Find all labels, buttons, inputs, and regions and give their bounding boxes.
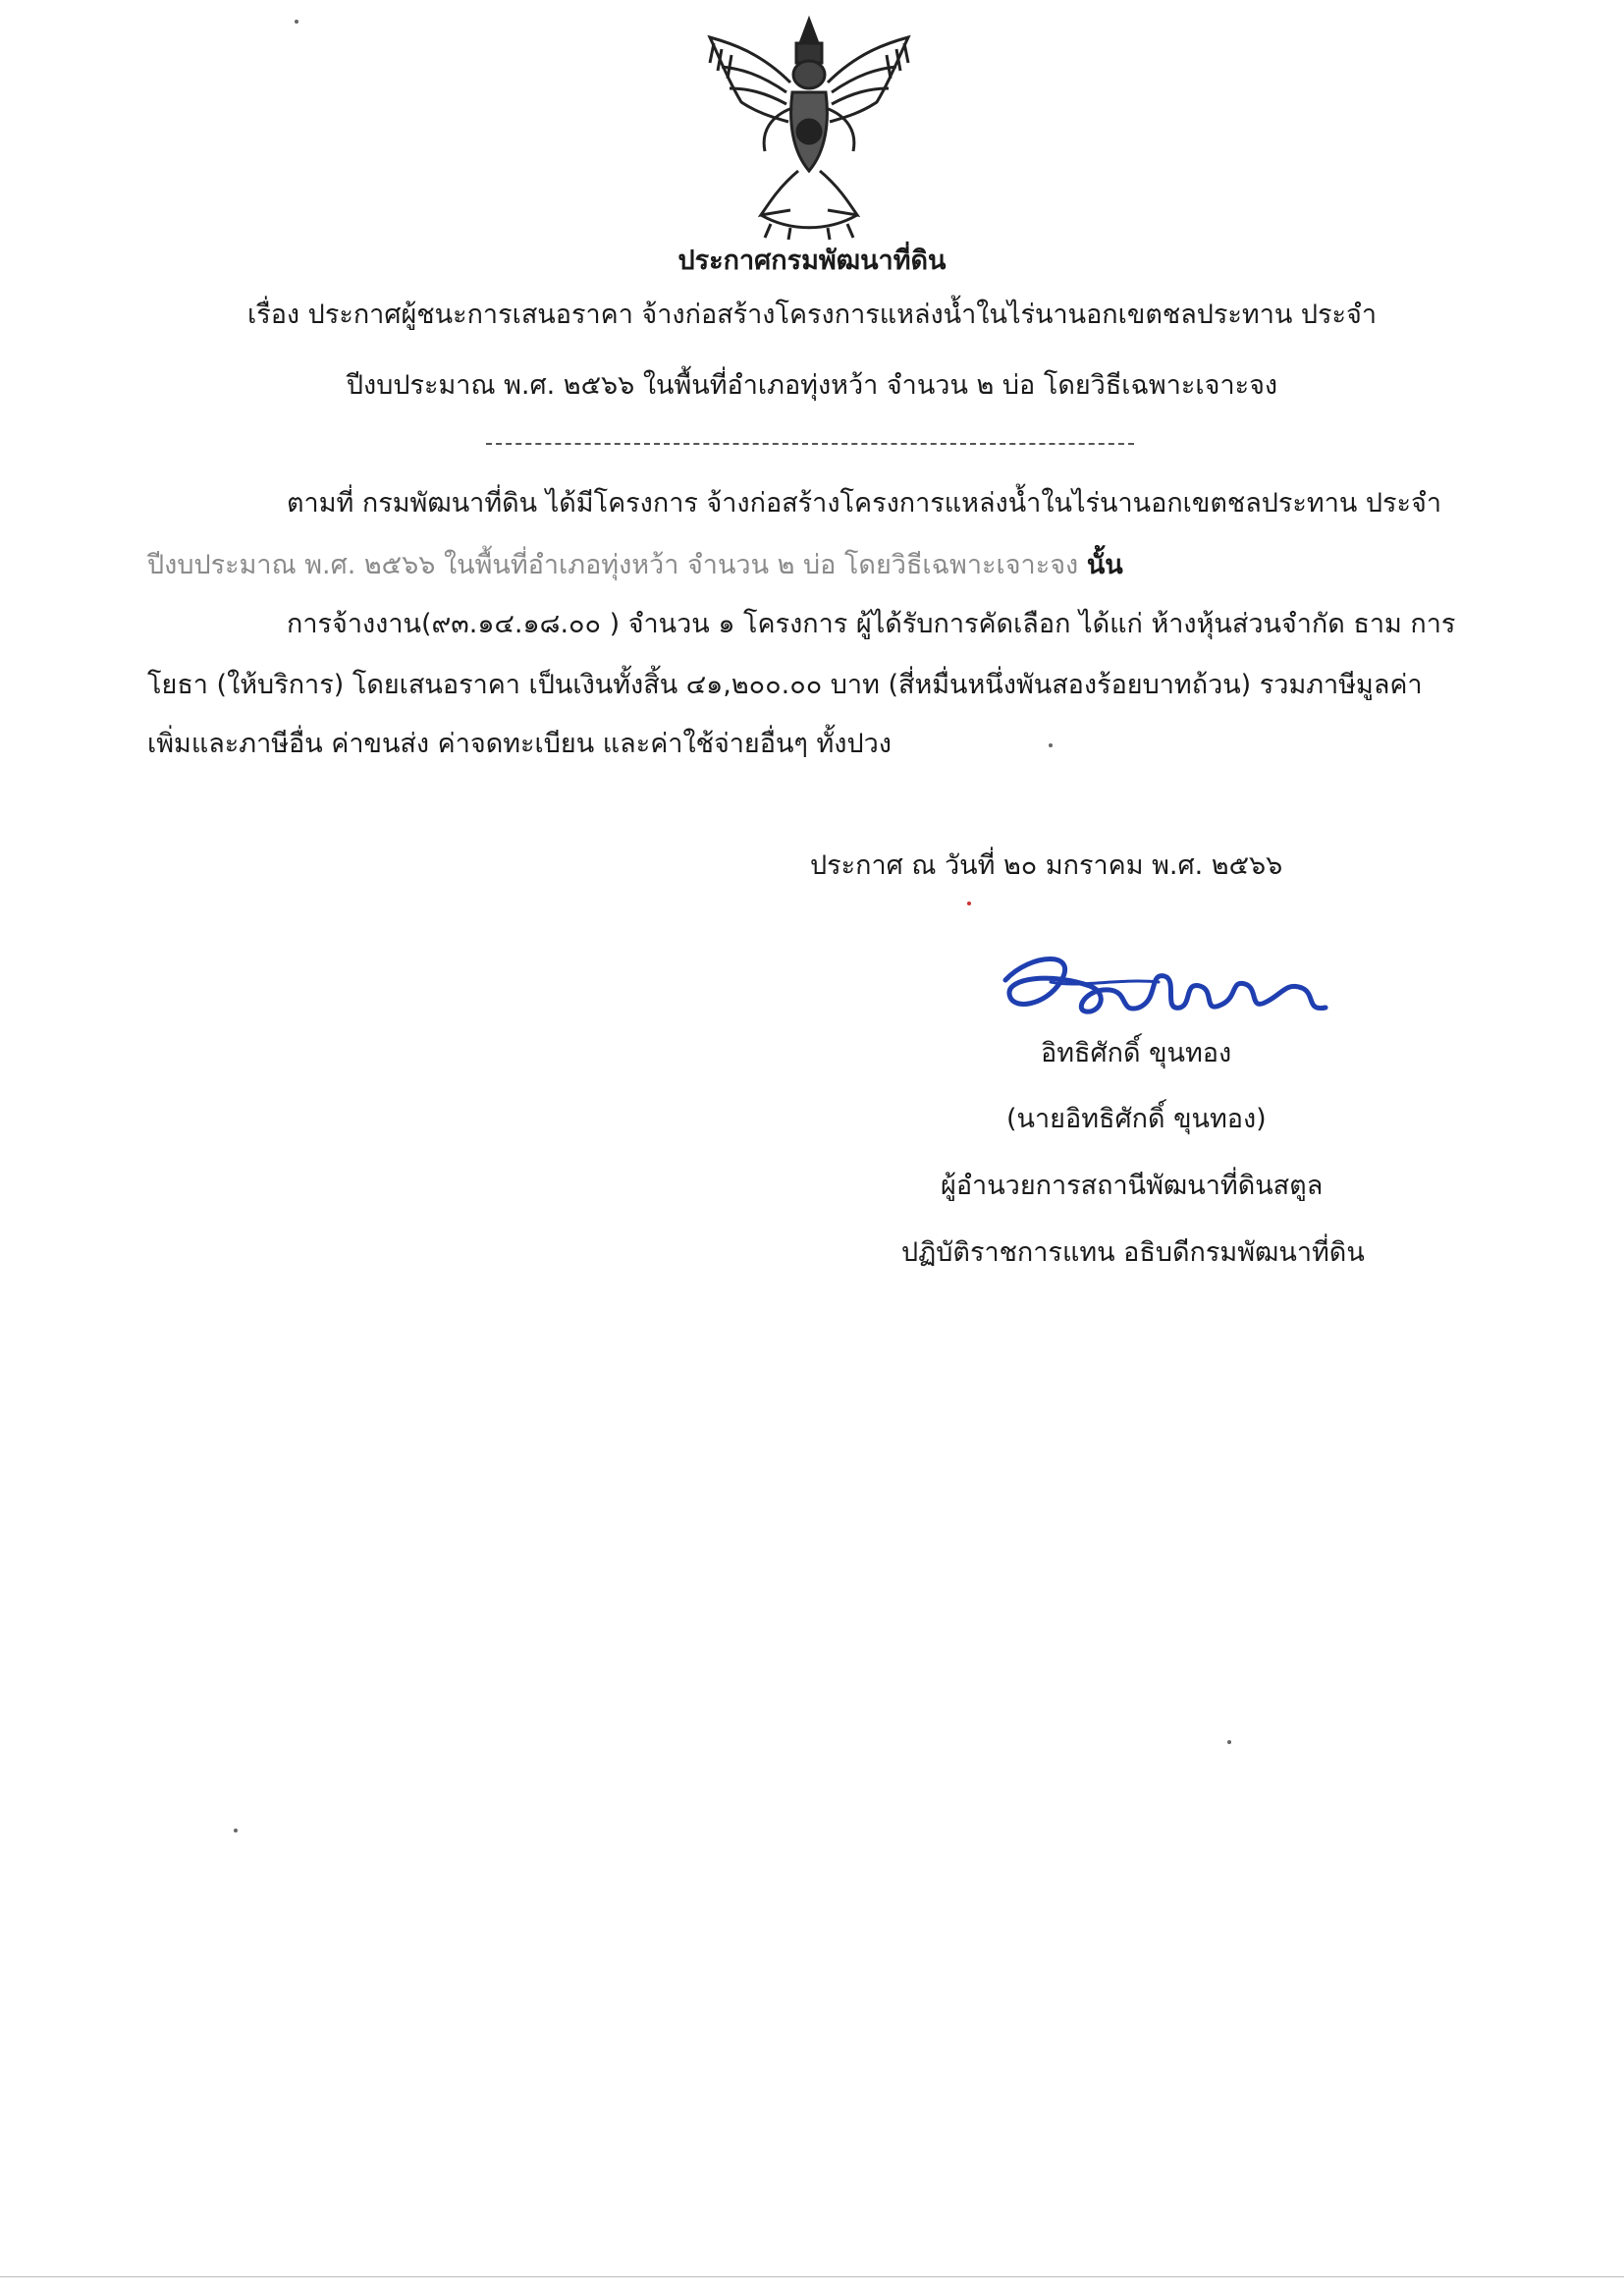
scan-speck [1049, 743, 1053, 747]
subject-line-2: ปีงบประมาณ พ.ศ. ๒๕๖๖ ในพื้นที่อำเภอทุ่งหว้า จำนวน ๒ บ่อ โดยวิธีเฉพาะเจาะจง [346, 370, 1278, 401]
scan-speck [234, 1829, 238, 1832]
announcement-title: ประกาศกรมพัฒนาที่ดิน [677, 246, 947, 276]
signatory-acting: ปฏิบัติราชการแทน อธิบดีกรมพัฒนาที่ดิน [901, 1237, 1365, 1268]
scan-speck [1227, 1740, 1231, 1744]
signatory-full-name: (นายอิทธิศักดิ์ ขุนทอง) [1006, 1104, 1267, 1134]
signature-icon [992, 943, 1345, 1041]
body-p1-line-2: ปีงบประมาณ พ.ศ. ๒๕๖๖ ในพื้นที่อำเภอทุ่งหว้า จำนวน ๒ บ่อ โดยวิธีเฉพาะเจาะจง [147, 550, 1079, 580]
body-p2-line-3: เพิ่มและภาษีอื่น ค่าขนส่ง ค่าจดทะเบียน และค่าใช้จ่ายอื่นๆ ทั้งปวง [147, 729, 892, 759]
scan-speck [295, 20, 298, 24]
body-p1-line-2-end: นั้น [1086, 550, 1123, 580]
garuda-emblem-icon [702, 14, 916, 242]
page-edge [0, 2276, 1624, 2277]
signatory-name: อิทธิศักดิ์ ขุนทอง [1041, 1038, 1232, 1068]
body-p2-line-2: โยธา (ให้บริการ) โดยเสนอราคา เป็นเงินทั้งสิ้น ๔๑,๒๐๐.๐๐ บาท (สี่หมื่นหนึ่งพันสองร้อยบาทถ้วน) รวมภาษีมูลค่า [147, 670, 1423, 700]
announcement-date: ประกาศ ณ วันที่ ๒๐ มกราคม พ.ศ. ๒๕๖๖ [810, 850, 1283, 881]
divider-line [486, 443, 1134, 445]
body-p2-line-1: การจ้างงาน(๙๓.๑๔.๑๘.๐๐ ) จำนวน ๑ โครงการ ผู้ได้รับการคัดเลือก ได้แก่ ห้างหุ้นส่วนจำกัด ธาม การ [287, 609, 1456, 639]
body-p1-line-1: ตามที่ กรมพัฒนาที่ดิน ได้มีโครงการ จ้างก่อสร้างโครงการแหล่งน้ำในไร่นานอกเขตชลประทาน ประจำ [287, 488, 1442, 519]
signatory-position: ผู้อำนวยการสถานีพัฒนาที่ดินสตูล [941, 1171, 1324, 1201]
scan-speck [967, 902, 971, 905]
subject-line-1: เรื่อง ประกาศผู้ชนะการเสนอราคา จ้างก่อสร้างโครงการแหล่งน้ำในไร่นานอกเขตชลประทาน ประจำ [246, 300, 1378, 330]
